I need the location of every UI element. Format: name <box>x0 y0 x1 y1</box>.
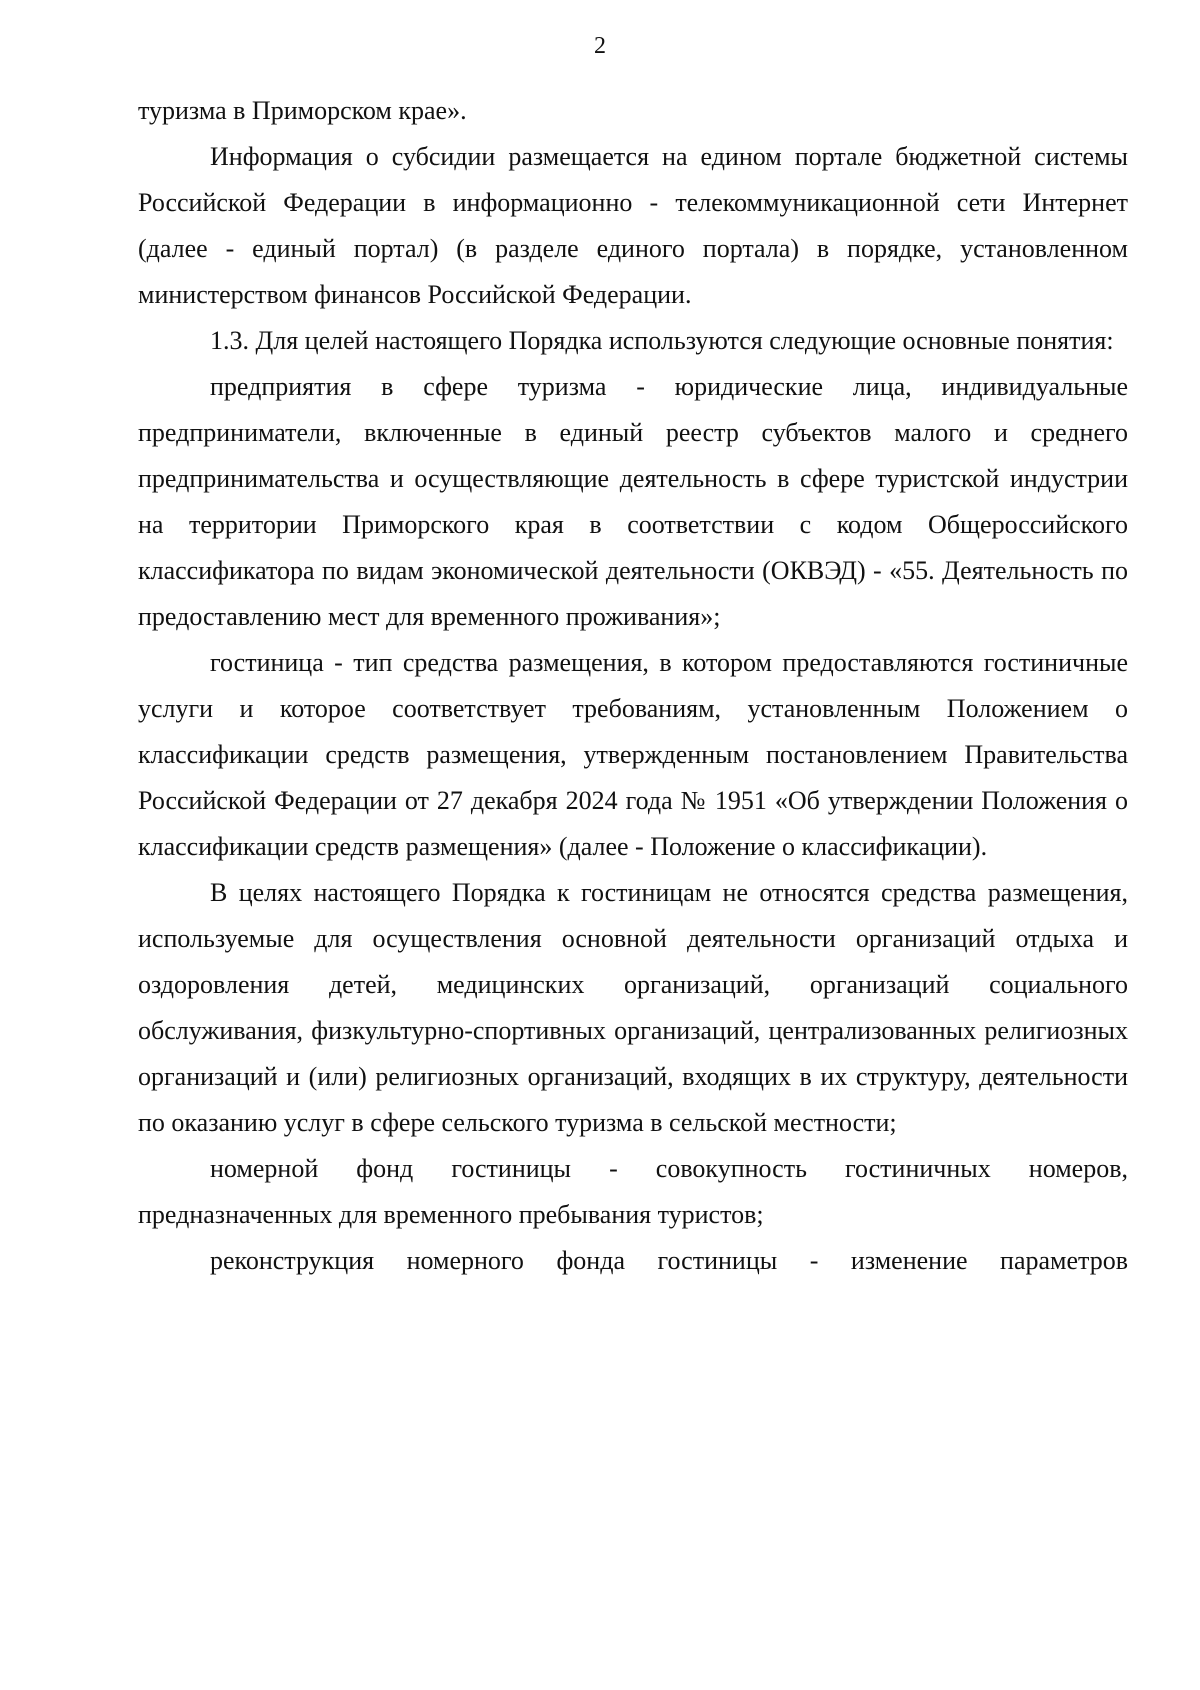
paragraph-subsidy-info: Информация о субсидии размещается на едином портале бюджетной системы Российской Федерации в информационно - телекоммуникационной сети Интернет (далее - единый портал) (в разделе единого портала) в порядке, установленном министерством финансов Российской Федерации. <box>138 142 1128 309</box>
paragraph-room-stock-reconstruction: реконструкция номерного фонда гостиницы - изменение параметров <box>210 1246 1128 1275</box>
paragraph-room-stock-definition: номерной фонд гостиницы - совокупность гостиничных номеров, предназначенных для временного пребывания туристов; <box>138 1154 1128 1229</box>
paragraph-continuation: туризма в Приморском крае». <box>138 96 467 125</box>
paragraph-hotel-exclusions: В целях настоящего Порядка к гостиницам не относятся средства размещения, используемые для осуществления основной деятельности организаций отдыха и оздоровления детей, медицинских организаций, организаций социального обслуживания, физкультурно-спортивных организаций, централизованных религиозных организаций и (или) религиозных организаций, входящих в их структуру, деятельности по оказанию услуг в сфере сельского туризма в сельской местности; <box>138 878 1128 1137</box>
paragraph-tourism-enterprises-definition: предприятия в сфере туризма - юридические лица, индивидуальные предприниматели, включенные в единый реестр субъектов малого и среднего предпринимательства и осуществляющие деятельность в сфере туристской индустрии на территории Приморского края в соответствии с кодом Общероссийского классификатора по видам экономической деятельности (ОКВЭД) - «55. Деятельность по предоставлению мест для временного проживания»; <box>138 372 1128 631</box>
paragraph-section-1-3: 1.3. Для целей настоящего Порядка используются следующие основные понятия: <box>210 326 1114 355</box>
page-number: 2 <box>594 33 606 59</box>
document-body <box>138 88 1128 1284</box>
paragraph-hotel-definition: гостиница - тип средства размещения, в котором предоставляются гостиничные услуги и которое соответствует требованиям, установленным Положением о классификации средств размещения, утвержденным постановлением Правительства Российской Федерации от 27 декабря 2024 года № 1951 «Об утверждении Положения о классификации средств размещения» (далее - Положение о классификации). <box>138 648 1128 861</box>
